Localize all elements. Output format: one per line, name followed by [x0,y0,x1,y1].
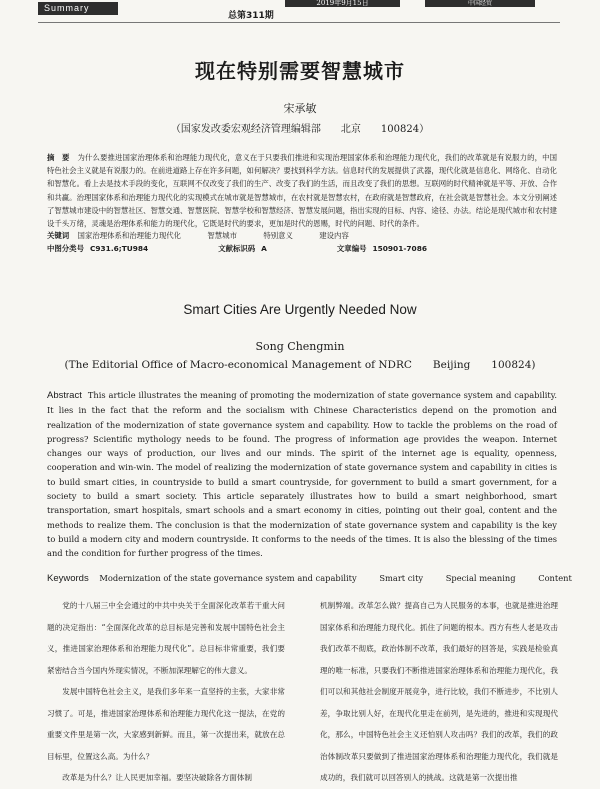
title-chinese: 现在特别需要智慧城市 [195,59,405,83]
body-column-left [47,595,285,789]
abstract-english [47,388,557,561]
clc-label: 中图分类号 [47,244,84,253]
keyword-en-3: Special meaning [445,573,516,583]
issue-number: 总第311期 [228,11,274,21]
keywords-chinese [47,230,557,242]
abstract-english-text: This article illustrates the meaning of promoting the modernization of state governance system and capability. It lies in the fact that the reform and the socialism with Chinese Characteristics depend on the promotion and realization of the modernization of state governance system and capability. How to tackle the problems on the road of progress? Scientific mythology needs to be found. The progress of information age provides the weapon. Internet changes our ways of production, our lives and our minds. The spirit of the internet age is equality, openness, cooperation and win-win. The model of realizing the modernization of state governance system and capability in cities is to build smart cities, in countryside to build a smart countryside, for government to build a smart government, for a society to build a smart society. This article separately illustrates how to build a smart neighborhood, smart transportation, smart hospitals, smart schools and a smart economy in cities, pointing out their goal, content and the methods to realize them. The conclusion is that the modernization of state governance system and capability is the key to build a modern city and modern countryside. It conforms to the needs of the times. It is also the blessing of the times and the condition for further progress of the times. [47,390,557,559]
abstract-chinese-label: 摘 要 [47,153,70,162]
section-tab: Summary [38,2,118,15]
classification-line [47,243,557,255]
body-paragraph: 机制弊端。改革怎么做？提高自己为人民服务的本事，也就是推进治理国家体系和治理能力现代化。抓住了问题的根本。西方有些人老是攻击我们改革不彻底，政治体制不改革，我们最好的回答是，实践是检验真理的唯一标准，只要我们不断推进国家治理体系和治理能力现代化，我们可以和其他社会制度开展竞争，进行比较，我们不断进步，不比别人差，争取比别人好，在现代化里走在前列，是先进的，推进和实现现代化，那么，中国特色社会主义还怕别人攻击吗？我们的改革，我们的政治体制改革只要做到了推进国家治理体系和治理能力现代化，我们就是成功的，我们就可以回答别人的挑战。这就是第一次提出推 [320,601,558,782]
abstract-english-label: Abstract [47,390,82,401]
abstract-chinese-text: 为什么要推进国家治理体系和治理能力现代化，意义在于只要我们推进和实现治理国家体系和治理能力现代化，我们的改革就是有说服力的，中国特色社会主义就是有说服力的。在前进道路上存在许多问题，如何解决？要找到科学方法。信息时代的发展提供了武器，现代化就是信息化、网络化、自动化和智慧化。看上去是技术手段的变化，互联网不仅改变了我们的生产、改变了我们的生活，而且改变了我们的思想。互联网的时代精神就是平等、开放、合作和共赢。治理国家体系和治理能力现代化的实现模式在城市就是智慧城市，在农村就是智慧农村，在政府就是智慧政府，在社会就是智慧社会。本文分别阐述了智慧城市建设中的智慧社区、智慧交通、智慧医院、智慧学校和智慧经济、智慧发展问题，指出实现的目标、内容、途径、办法。结论是现代城市和农村建设千头万绪，灵魂是治理体系和能力的现代化，它既是时代的要求，更加是时代的恩赐，时代的问题、时代的条件。 [47,153,557,229]
affiliation-english: (The Editorial Office of Macro-economical Management of NDRC Beijing 100824) [64,359,536,371]
body-paragraph: 发展中国特色社会主义，是我们多年来一直坚持的主张，大家非常习惯了。可是，推进国家治理体系和治理能力现代化这一提法，在党的重要文件里是第一次，大家感到新鲜。而且，第一次提出来，就放在总目标里，位置这么高。为什么？ [47,687,285,761]
affiliation-chinese: （国家发改委宏观经济管理编辑部 北京 100824） [170,124,430,135]
keyword-cn-2: 智慧城市 [207,231,237,240]
keyword-en-4: Content [538,573,572,583]
keyword-cn-3: 特别意义 [263,231,293,240]
keywords-chinese-label: 关键词 [47,231,70,240]
clc-value: C931.6;TU984 [89,244,149,253]
doc-code-label: 文献标识码 [218,244,256,253]
article-number-value: 150901-7086 [372,244,427,253]
body-column-right [320,595,558,789]
header-divider [38,22,560,23]
issue-date: 2019年9月15日 [285,0,400,7]
body-paragraph: 党的十八届三中全会通过的中共中央关于全面深化改革若干重大问题的决定指出：“全面深化改革的总目标是完善和发展中国特色社会主义，推进国家治理体系和治理能力现代化”。总目标非常重要，我们要紧密结合当今国内外现实情况，不断加深理解它的伟大意义。 [47,601,285,675]
keyword-en-1: Modernization of the state governance system and capability [99,573,357,583]
journal-name: 中国经贸 [425,0,535,7]
keyword-cn-4: 建设内容 [319,231,349,240]
title-english: Smart Cities Are Urgently Needed Now [183,302,417,317]
author-chinese: 宋承敏 [283,102,317,115]
keywords-english-label: Keywords [47,573,89,584]
author-english: Song Chengmin [255,340,345,353]
keywords-english [47,572,577,585]
header-bar [0,0,600,16]
doc-code-value: A [261,244,267,253]
abstract-chinese [47,151,557,230]
keyword-en-2: Smart city [379,573,424,583]
keyword-cn-1: 国家治理体系和治理能力现代化 [77,231,182,240]
article-number-label: 文章编号 [336,244,367,253]
body-paragraph: 改革是为什么？让人民更加幸福。要坚决破除各方面体制 [62,773,253,782]
